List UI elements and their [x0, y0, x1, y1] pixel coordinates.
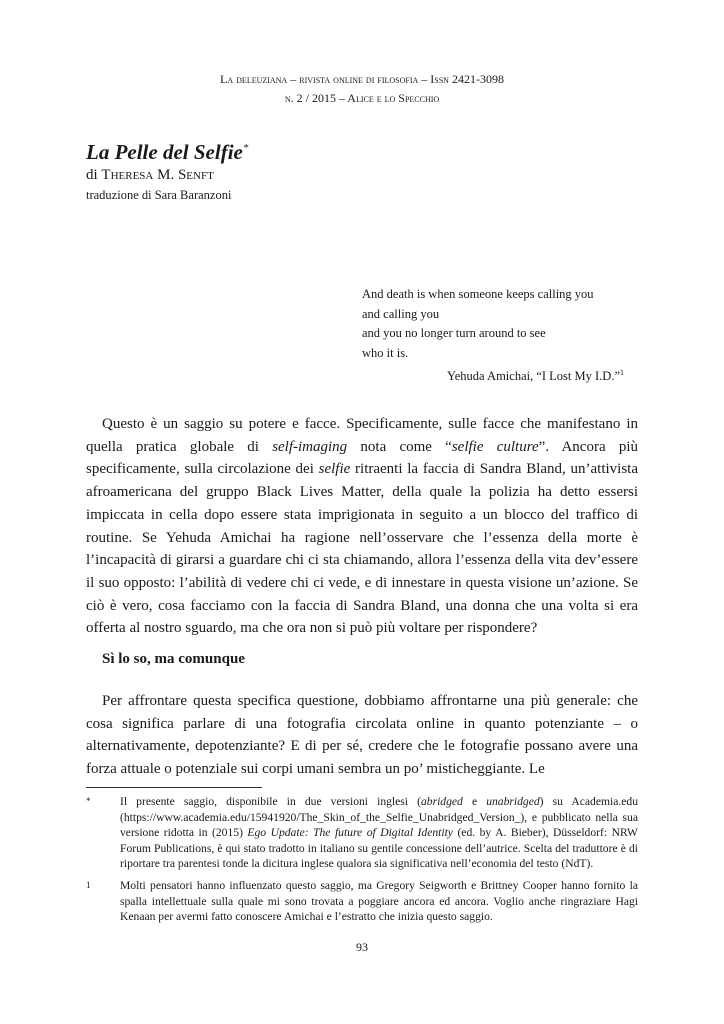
- text-run: ritraenti la faccia di Sandra Bland, un’attivista afroamericana del gruppo Black Lives Matter, della quale la polizia ha detto essersi impiccata in cella dopo essere stata imprigionata in seguito a un blocco del traffico di routine. Se Yehuda Amichai ha ragione nell’osservare che l’essenza della morte è l’incapacità di girarsi a guardare chi ci sta chiamando, allora l’essenza della vita dev’essere il suo opposto: l’abilità di vedere chi ci vede, e di innestare in questa visione un’azione. Se ciò è vero, cosa facciamo con la faccia di Sandra Bland, una donna che una volta si era offerta al nostro sguardo, ma che ora non si può più voltare per rispondere?: [86, 461, 639, 637]
- text-run: (ed. by A. Bieber), Düsseldorf: NRW Forum Publications, è qui stato tradotto in italiano su gentile concessione dell’autrice. Scelta del traduttore è di riportare tra parentesi tonde la dicitura inglese qualora sia significativa nell’economia del testo (NdT).: [120, 826, 638, 871]
- footnote-ref-1[interactable]: 1: [620, 368, 624, 377]
- body-paragraph-2: Per affrontare questa specifica questione, dobbiamo affrontarne una più generale: che cosa significa parlare di una fotografia circolata online in quanto potenziante – o alternativamente, depotenziante? E di per sé, credere che le fotografie possano avere una forza attuale o potenziale sui corpi umani sembra un po’ misticheggiante. Le: [86, 693, 638, 778]
- emphasis-run: Ego Update: The future of Digital Identity: [247, 826, 453, 840]
- footnote-1: [86, 878, 638, 925]
- header-issue-line: n. 2 / 2015 – Alice e lo Specchio: [284, 91, 440, 105]
- epigraph-attribution: [362, 363, 624, 387]
- text-run: nota come “: [347, 438, 452, 455]
- header-journal-line: La deleuziana – rivista online di filosofia – Issn 2421-3098: [220, 72, 504, 86]
- epigraph: [362, 285, 624, 387]
- author-name: Theresa M. Senft: [101, 167, 214, 183]
- article-title: [86, 140, 248, 165]
- emphasis-run: abridged: [420, 795, 463, 808]
- author-line: [86, 167, 248, 184]
- footnote-mark: *: [86, 796, 91, 806]
- section-heading: Sì lo so, ma comunque: [102, 651, 245, 667]
- running-header: [0, 70, 724, 108]
- author-prefix: di: [86, 167, 102, 183]
- text-run: e: [462, 795, 487, 808]
- epigraph-line: who it is.: [362, 345, 409, 360]
- footnote-star: [86, 794, 638, 872]
- text-run: ) su Academia.edu (https://www.academia.edu/15941920/The_Skin_of_the_Selfie_Unabridged_Version_), e pubblicato nella sua versione ridotta in (2015): [120, 795, 638, 840]
- article-title-text: La Pelle del Selfie: [86, 140, 243, 164]
- body-paragraph-1: [86, 413, 638, 640]
- epigraph-line: and calling you: [362, 306, 440, 321]
- epigraph-line: and you no longer turn around to see: [362, 326, 546, 340]
- title-block: [86, 140, 248, 203]
- emphasis-run: unabridged: [486, 795, 540, 808]
- footnote-text: Molti pensatori hanno influenzato questo saggio, ma Gregory Seigworth e Brittney Cooper hanno fornito la spalla intellettuale sulla quale mi sono trovata a poggiare ancora ed ancora. Voglio anche ringraziare Hagi Kenaan per avermi fatto conoscere Amichai e l’estratto che inizia questo saggio.: [120, 879, 638, 924]
- footnote-mark: 1: [86, 880, 91, 890]
- emphasis-run: selfie: [318, 461, 351, 478]
- epigraph-line: And death is when someone keeps calling you: [362, 287, 594, 301]
- page-number: 93: [356, 940, 368, 954]
- text-run: ”. Ancora più specificamente, sulla circolazione dei: [86, 438, 639, 478]
- translator-line: traduzione di Sara Baranzoni: [86, 188, 232, 202]
- text-run: Il presente saggio, disponibile in due versioni inglesi (: [120, 795, 421, 808]
- emphasis-run: self-imaging: [272, 438, 348, 455]
- emphasis-run: selfie culture: [451, 438, 539, 455]
- text-run: Questo è un saggio su potere e facce. Specificamente, sulle facce che manifestano in quella pratica globale di: [86, 416, 638, 455]
- footnote-divider: [86, 787, 262, 788]
- epigraph-attribution-text: Yehuda Amichai, “I Lost My I.D.”: [446, 369, 620, 384]
- footnote-text: [120, 794, 638, 872]
- title-footnote-mark[interactable]: *: [242, 142, 249, 154]
